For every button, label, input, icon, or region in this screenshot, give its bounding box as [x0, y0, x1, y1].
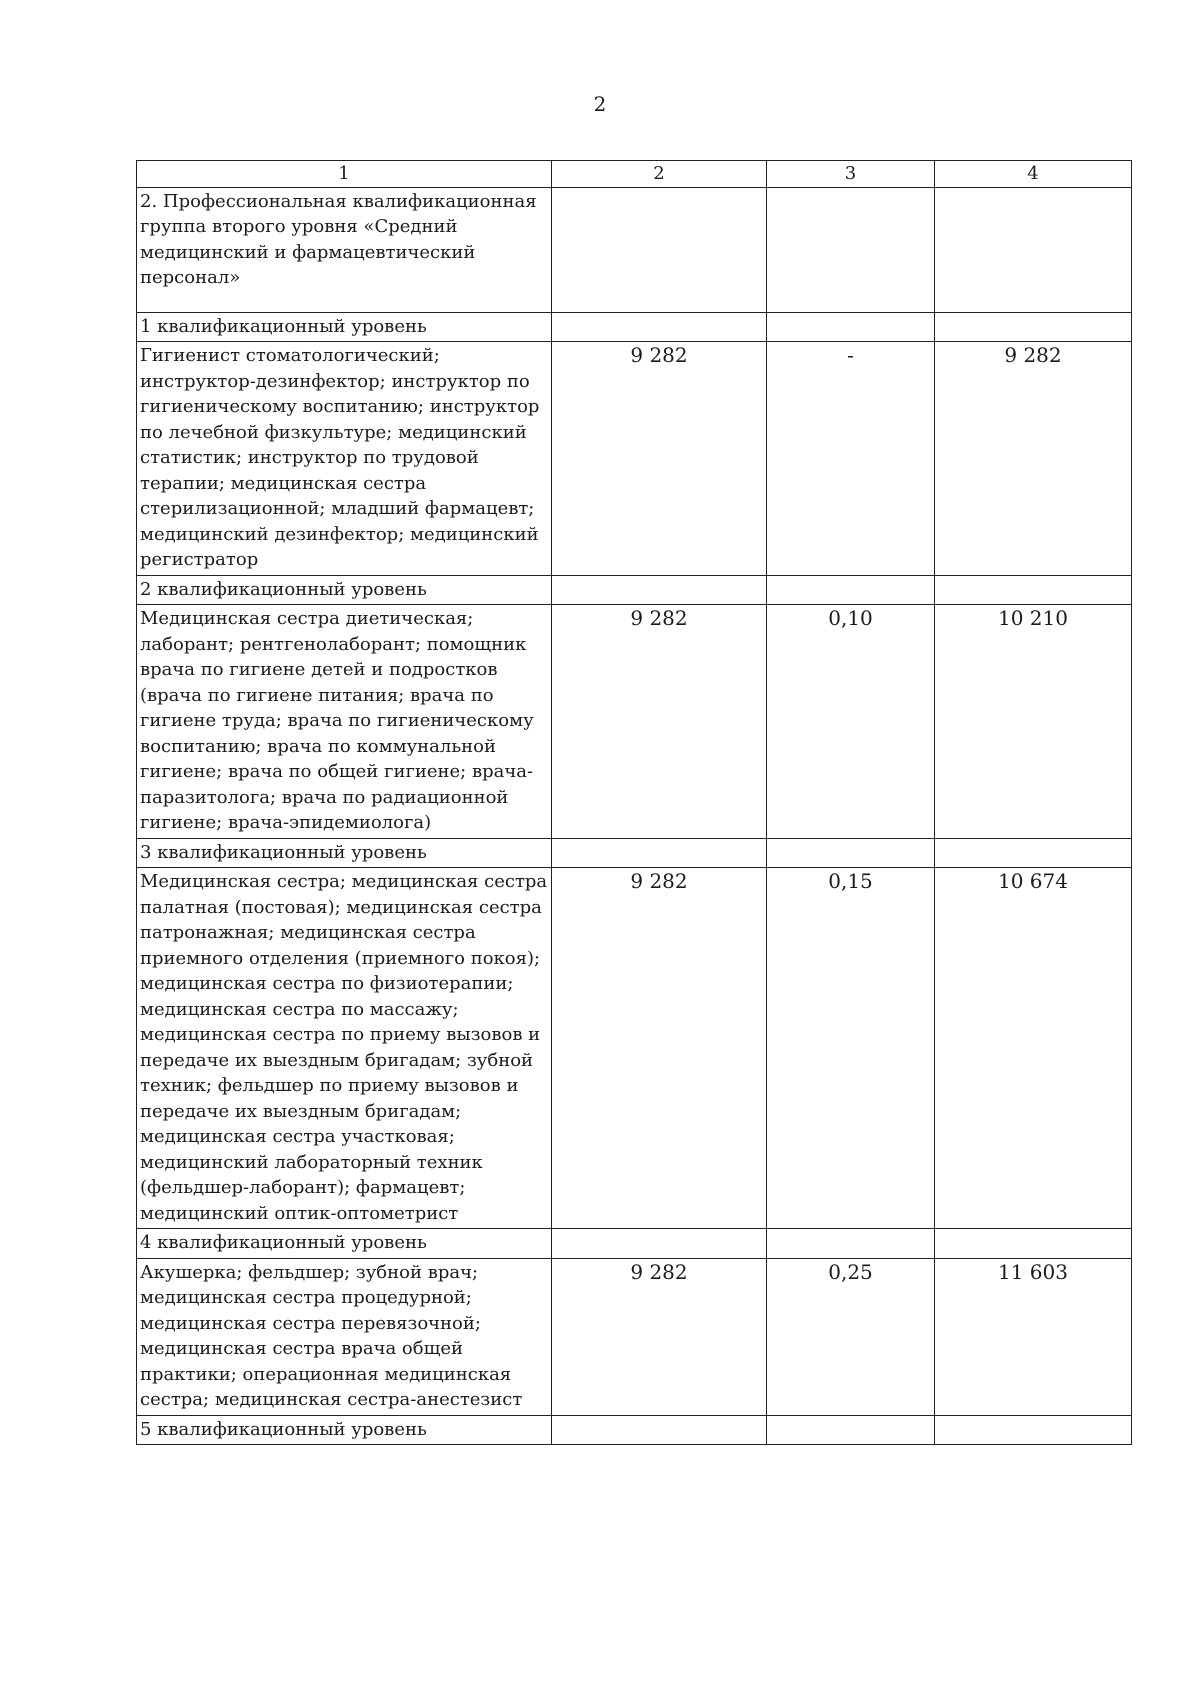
positions-row — [137, 1258, 1132, 1415]
coefficient: - — [767, 342, 935, 576]
level-label: 1 квалификационный уровень — [137, 312, 552, 342]
header-cell: 2 — [552, 161, 767, 188]
total-salary: 11 603 — [935, 1258, 1132, 1415]
header-row — [137, 161, 1132, 188]
level-row — [137, 1229, 1132, 1259]
base-salary: 9 282 — [552, 1258, 767, 1415]
base-salary: 9 282 — [552, 868, 767, 1229]
base-salary: 9 282 — [552, 342, 767, 576]
positions-row — [137, 605, 1132, 839]
page-number: 2 — [593, 92, 607, 116]
level-label: 5 квалификационный уровень — [137, 1415, 552, 1445]
positions-list: Гигиенист стоматологический; инструктор-дезинфектор; инструктор по гигиеническому воспитанию; инструктор по лечебной физкультуре; медицинский статистик; инструктор по трудовой терапии; медицинская сестра стерилизационной; младший фармацевт; медицинский дезинфектор; медицинский регистратор — [137, 342, 552, 576]
level-row — [137, 1415, 1132, 1445]
level-row — [137, 312, 1132, 342]
coefficient: 0,25 — [767, 1258, 935, 1415]
header-cell: 1 — [137, 161, 552, 188]
level-row — [137, 838, 1132, 868]
salary-table — [136, 160, 1132, 1445]
positions-row — [137, 868, 1132, 1229]
coefficient: 0,10 — [767, 605, 935, 839]
total-salary: 10 674 — [935, 868, 1132, 1229]
positions-list: Медицинская сестра диетическая; лаборант; рентгенолаборант; помощник врача по гигиене детей и подростков (врача по гигиене питания; врача по гигиене труда; врача по гигиеническому воспитанию; врача по коммунальной гигиене; врача по общей гигиене; врача-паразитолога; врача по радиационной гигиене; врача-эпидемиолога) — [137, 605, 552, 839]
header-cell: 3 — [767, 161, 935, 188]
level-label: 3 квалификационный уровень — [137, 838, 552, 868]
positions-row — [137, 342, 1132, 576]
positions-list: Медицинская сестра; медицинская сестра палатная (постовая); медицинская сестра патронажная; медицинская сестра приемного отделения (приемного покоя); медицинская сестра по физиотерапии; медицинская сестра по массажу; медицинская сестра по приему вызовов и передаче их выездным бригадам; зубной техник; фельдшер по приему вызовов и передаче их выездным бригадам; медицинская сестра участковая; медицинский лабораторный техник (фельдшер-лаборант); фармацевт; медицинский оптик-оптометрист — [137, 868, 552, 1229]
coefficient: 0,15 — [767, 868, 935, 1229]
group-title: 2. Профессиональная квалификационная группа второго уровня «Средний медицинский и фармацевтический персонал» — [137, 187, 552, 312]
positions-list: Акушерка; фельдшер; зубной врач; медицинская сестра процедурной; медицинская сестра перевязочной; медицинская сестра врача общей практики; операционная медицинская сестра; медицинская сестра-анестезист — [137, 1258, 552, 1415]
base-salary: 9 282 — [552, 605, 767, 839]
header-cell: 4 — [935, 161, 1132, 188]
level-row — [137, 575, 1132, 605]
level-label: 4 квалификационный уровень — [137, 1229, 552, 1259]
level-label: 2 квалификационный уровень — [137, 575, 552, 605]
total-salary: 10 210 — [935, 605, 1132, 839]
group-row — [137, 187, 1132, 312]
total-salary: 9 282 — [935, 342, 1132, 576]
